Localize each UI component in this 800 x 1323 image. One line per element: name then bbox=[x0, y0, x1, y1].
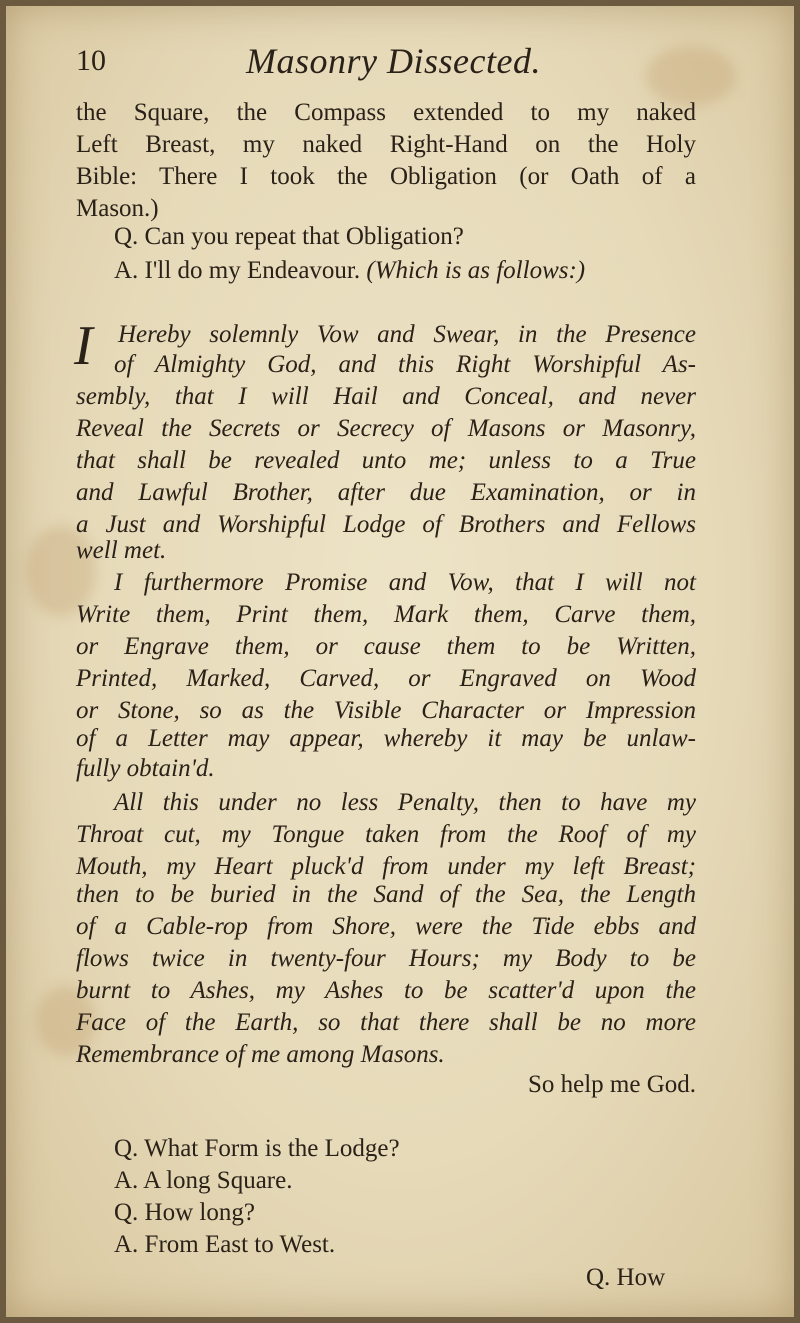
oath-line: or Stone, so as the Visible Character or Impression bbox=[76, 697, 696, 724]
oath-line: burnt to Ashes, my Ashes to be scatter'd upon the bbox=[76, 977, 696, 1004]
oath-line: and Lawful Brother, after due Examination, or in bbox=[76, 479, 696, 506]
oath-line: Remembrance of me among Masons. bbox=[76, 1041, 445, 1068]
oath-line: of a Cable-rop from Shore, were the Tide ebbs and bbox=[76, 913, 696, 940]
oath-closing: So help me God. bbox=[527, 1071, 696, 1098]
body-line: Left Breast, my naked Right-Hand on the Holy bbox=[76, 131, 696, 158]
oath-line: then to be buried in the Sand of the Sea, the Length bbox=[76, 881, 696, 908]
oath-line: flows twice in twenty-four Hours; my Body to be bbox=[76, 945, 696, 972]
oath-line: or Engrave them, or cause them to be Written, bbox=[76, 633, 696, 660]
running-title: Masonry Dissected. bbox=[246, 41, 541, 81]
oath-line: Face of the Earth, so that there shall be no more bbox=[76, 1009, 696, 1036]
oath-line: Printed, Marked, Carved, or Engraved on Wood bbox=[76, 665, 696, 692]
answer-note: (Which is as follows:) bbox=[366, 257, 586, 284]
oath-line: sembly, that I will Hail and Conceal, and never bbox=[76, 383, 696, 410]
oath-line: fully obtain'd. bbox=[76, 755, 215, 782]
catchword: Q. How bbox=[586, 1264, 666, 1291]
oath-line: of Almighty God, and this Right Worshipful As- bbox=[114, 351, 696, 378]
body-line: Mason.) bbox=[76, 195, 159, 222]
question-line: Q. Can you repeat that Obligation? bbox=[114, 223, 464, 250]
body-line: Bible: There I took the Obligation (or Oath of a bbox=[76, 163, 696, 190]
oath-line: All this under no less Penalty, then to have my bbox=[114, 789, 696, 816]
oath-line: Reveal the Secrets or Secrecy of Masons or Masonry, bbox=[76, 415, 696, 442]
oath-line: a Just and Worshipful Lodge of Brothers and Fellows bbox=[76, 511, 696, 538]
page-number: 10 bbox=[76, 44, 106, 77]
oath-line: of a Letter may appear, whereby it may be unlaw- bbox=[76, 725, 696, 752]
book-page bbox=[6, 6, 794, 1317]
oath-line: Write them, Print them, Mark them, Carve them, bbox=[76, 601, 696, 628]
question-line: Q. What Form is the Lodge? bbox=[114, 1135, 400, 1162]
oath-line: that shall be revealed unto me; unless to a True bbox=[76, 447, 696, 474]
oath-line: Throat cut, my Tongue taken from the Roof of my bbox=[76, 821, 696, 848]
oath-line: Hereby solemnly Vow and Swear, in the Presence bbox=[118, 321, 696, 348]
drop-cap: I bbox=[74, 315, 93, 377]
oath-line: well met. bbox=[76, 537, 167, 564]
question-line: Q. How long? bbox=[114, 1199, 255, 1226]
answer-line: A. A long Square. bbox=[114, 1167, 293, 1194]
page-header bbox=[76, 41, 696, 94]
answer-text: A. I'll do my Endeavour. bbox=[114, 257, 361, 284]
answer-line: A. From East to West. bbox=[114, 1231, 336, 1258]
answer-line bbox=[114, 256, 696, 286]
oath-line: I furthermore Promise and Vow, that I will not bbox=[114, 569, 696, 596]
body-line: the Square, the Compass extended to my naked bbox=[76, 99, 696, 126]
oath-line: Mouth, my Heart pluck'd from under my left Breast; bbox=[76, 853, 696, 880]
